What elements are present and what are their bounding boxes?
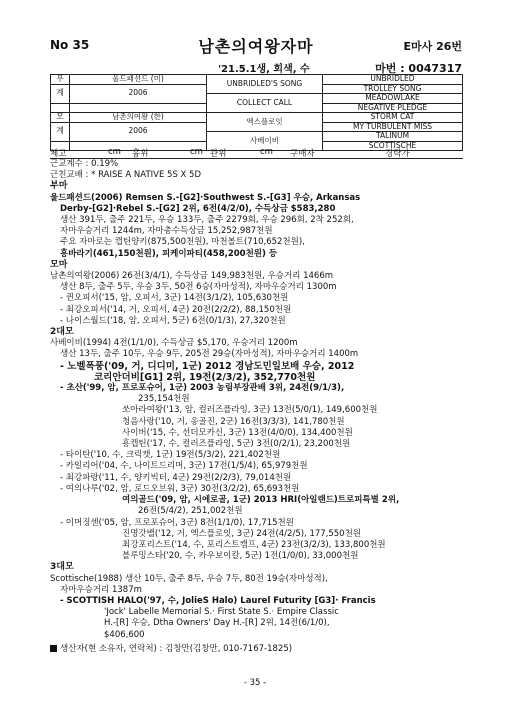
sd-dam: NEGATIVE PLEDGE [323, 103, 463, 113]
subheader [50, 60, 462, 74]
inbreeding-cross: 근친교배 : * RAISE A NATIVE 5S X 5D [50, 170, 202, 181]
sire-line: 울드패션드(2006) Remsen S.-[G2]·Southwest S.-[G3] 우승, Arkansas [50, 192, 361, 203]
ds-sire: STORM CAT [323, 113, 463, 123]
buyer-label: 구매자 [290, 149, 315, 159]
dam-dam: 사베이비 [207, 132, 323, 151]
ss-sire: UNBRIDLED [323, 75, 463, 85]
gen3-line: 자마우승거리 1387m [60, 584, 142, 595]
chest-unit: cm [190, 147, 203, 157]
content-body [50, 159, 470, 655]
gen2-line: - 타이탄('10, 수, 크릭캣, 1군) 19전(5/3/2), 221,402천원 [60, 450, 281, 461]
gen3-section-heading: 3대모 [50, 562, 74, 573]
gen2-line: 235,154천원 [138, 394, 190, 405]
gen2-line: 진명갓밸('12, 거, 엑스플로잇, 3군) 24전(4/2/5), 177,550천원 [122, 528, 362, 539]
sire-section-heading: 부마 [50, 181, 68, 192]
sale-code: E마사 26번 [403, 40, 462, 53]
gen2-line: 여의골드('09, 암, 시에로골, 1군) 2013 HRI(아일랜드)트로피특별 2위, [122, 495, 400, 506]
sire-line: 흥바라기(461,150천원), 피케이파티(458,200천원) 등 [60, 248, 278, 259]
gen2-line: - 최강파랑('11, 수, 양키빅터, 4군) 29전(2/2/3), 79,014천원 [60, 472, 292, 483]
inbreeding-coefficient: 근교계수 : 0.19% [50, 159, 119, 169]
producer-line [50, 644, 470, 655]
sire-name: 울드패션드 (미) [70, 75, 207, 85]
chest-label: 흉위 [132, 149, 149, 159]
cannon-unit: cm [260, 147, 273, 157]
sire-label: 부 [51, 75, 70, 85]
gen2-line: 블루밍스타('20, 수, 카우보이칼, 5군) 1전(1/0/0), 33,000천원 [122, 551, 359, 562]
dam-sire: 엑스플로잇 [207, 113, 323, 132]
gen2-line: 청음사랑('10, 거, 옹골진, 2군) 16전(3/3/3), 141,780천원 [122, 416, 345, 427]
gen2-section-heading: 2대모 [50, 327, 74, 338]
gen2-line: 쏘아라여왕('13, 암, 컬러즈플라잉, 3군) 13전(5/0/1), 149,600천원 [122, 405, 378, 416]
dam-line: 생산 8두, 출주 5두, 우승 3두, 50전 6승(자마성적), 자마우승거리 1300m [60, 282, 337, 293]
gen2-line: - 초산('99, 암, 프로포슈어, 1군) 2003 농림부장관배 3위, 24전(9/1/3), [60, 383, 345, 394]
dam-line: - 최강오피서('14, 거, 오피서, 4군) 20전(2/2/2), 88,150천원 [60, 304, 292, 315]
sire-line: Derby-[G2]·Rebel S.-[G2] 2위, 6전(4/2/0), 수득상금 $583,280 [60, 203, 336, 214]
dam-section-heading: 모마 [50, 259, 68, 270]
height-unit: cm [108, 147, 121, 157]
ss-dam: TROLLEY SONG [323, 84, 463, 94]
gen2-line: - 이머징센('05, 암, 프로포슈어, 3군) 8전(1/1/0), 17,715천원 [60, 517, 294, 528]
page-number: - 35 - [243, 678, 267, 688]
gen2-line: 사이버('15, 수, 선더모카신, 3군) 13전(4/0/0), 134,400천원 [122, 427, 353, 438]
gen2-line: - 여의나루('02, 암, 로드오브워, 3군) 30전(3/2/2), 65,693천원 [60, 483, 300, 494]
bullet-icon [50, 645, 57, 652]
sire-line: 주요 자마로는 캡틴양키(875,500천원), 마천볼트(710,652천원), [60, 237, 305, 248]
dam-year: 2006 [70, 122, 207, 141]
gen2-line: - 카일리어('04, 수, 나이트드리머, 3군) 17전(1/5/4), 65,979천원 [60, 461, 308, 472]
gen2-line: 26전(5/4/2), 251,002천원 [138, 506, 243, 517]
pedigree-table [50, 74, 463, 151]
dam-label-2: 계 [51, 122, 70, 141]
cannon-label: 관위 [210, 149, 227, 159]
horse-name: 남촌의여왕자마 [198, 37, 314, 56]
sire-line: 자마우승거리 1244m, 자마총수득상금 15,252,987천원 [60, 226, 273, 237]
price-label: 경락가 [385, 149, 410, 159]
ds-dam: MY TURBULENT MISS [323, 122, 463, 132]
sire-year: 2006 [70, 84, 207, 103]
gen2-line: 코리안더비[G1] 2위, 19전(2/3/2), 352,770천원 [94, 371, 316, 383]
gen3-line: $406,600 [104, 629, 145, 640]
gen3-line: H.-[R] 우승, Dtha Owners' Day H.-[R] 2위, 14전(6/1/0), [104, 618, 330, 629]
height-label: 체고 [50, 149, 67, 159]
dd-dam: SCOTTISCHE [323, 141, 463, 151]
dam-line: - 나이스월드('18, 암, 오피서, 5군) 6전(0/1/3), 27,320천원 [60, 315, 286, 326]
gen2-line: 최강포리스트('14, 수, 포리스트캠프, 4군) 23전(3/2/3), 133,800천원 [122, 539, 386, 550]
birth-info: '21.5.1생, 회색, 수 [218, 64, 310, 75]
header [50, 34, 462, 58]
sire-line: 생산 391두, 출주 221두, 우승 133두, 출주 2279회, 우승 296회, 2착 252회, [60, 215, 354, 226]
dam-label: 모 [51, 113, 70, 123]
sire-dam: COLLECT CALL [207, 94, 323, 113]
gen2-line: - 노벨폭풍('09, 거, 디디미, 1군) 2012 경남도민일보배 우승, 2012 [60, 360, 355, 372]
dam-line: 남촌의여왕(2006) 26전(3/4/1), 수득상금 149,983천원, 우승거리 1466m [50, 271, 334, 282]
catalog-number: No 35 [50, 38, 90, 52]
sd-sire: MEADOWLAKE [323, 94, 463, 104]
gen2-line: 흥캡틴('17, 수, 컬러즈플라잉, 5군) 3전(0/2/1), 23,200천원 [122, 439, 351, 450]
gen3-line: Scottische(1988) 생산 10두, 출주 8두, 우승 7두, 80전 19승(자마성적), [50, 573, 328, 584]
measurements-row [50, 147, 463, 159]
sire-sire: UNBRIDLED'S SONG [207, 75, 323, 94]
dd-sire: TALINUM [323, 132, 463, 142]
producer-text: 생산자(현 소유자, 연락처) : 김창만(김창만, 010-7167-1825) [60, 643, 293, 654]
gen3-line: 'Jock' Labelle Memorial S.· First State S.· Empire Classic [104, 607, 339, 618]
dam-name: 남촌의여왕 (한) [70, 113, 207, 123]
dam-line: - 퀸오피서('15, 암, 오피서, 3군) 14전(3/1/2), 105,630천원 [60, 293, 289, 304]
horse-number: 마번 : 0047317 [375, 62, 462, 75]
gen2-line: 생산 13두, 출주 10두, 우승 9두, 205전 29승(자마성적), 자마우승거리 1400m [60, 349, 359, 360]
gen2-line: 사베이비(1994) 4전(1/1/0), 수득상금 $5,170, 우승거리 1200m [50, 338, 298, 349]
sire-label-2: 계 [51, 84, 70, 103]
gen3-line: - SCOTTISH HALO('97, 수, JolieS Halo) Laurel Futurity [G3]· Francis [60, 595, 376, 606]
